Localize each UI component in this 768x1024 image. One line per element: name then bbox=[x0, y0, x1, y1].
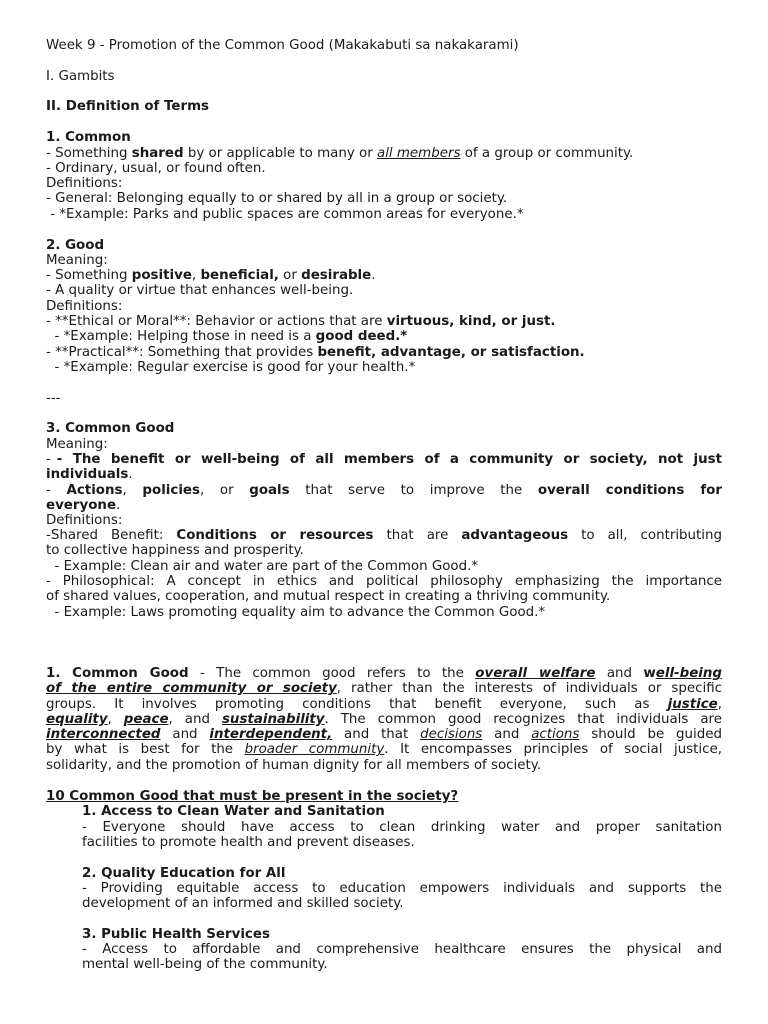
term-common-line-1: - Something shared by or applicable to many or all members of a group or community. bbox=[46, 146, 634, 161]
term-common-good-example-1: - Example: Clean air and water are part of the Common Good.* bbox=[46, 559, 479, 574]
section-definition-heading: II. Definition of Terms bbox=[46, 99, 209, 114]
common-good-paragraph: 1. Common Good - The common good refers to the overall welfare and well-being of the entire community or society, rather than the interests of individuals or specific groups. It involves promoting conditions that benefit everyone, such as justice, equality, peace, and sustainability. The common good recognizes that individuals are interconnected and interdependent, and that decisions and actions should be guided by what is best for the broader community. It encompasses principles of social justice, solidarity, and the promotion of human dignity for all members of society. bbox=[46, 666, 723, 773]
term-common-good-meaning-label: Meaning: bbox=[46, 437, 108, 452]
term-good-example-practical: - *Example: Regular exercise is good for your health.* bbox=[46, 360, 416, 375]
term-good-definitions-label: Definitions: bbox=[46, 299, 123, 314]
term-good-example-ethical: - *Example: Helping those in need is a good deed.* bbox=[46, 329, 408, 344]
list-item-1-body: - Everyone should have access to clean drinking water and proper sanitation facilities to promote health and prevent diseases. bbox=[82, 820, 722, 851]
list-item-1-title: 1. Access to Clean Water and Sanitation bbox=[82, 804, 385, 819]
separator: --- bbox=[46, 391, 61, 406]
term-common-heading: 1. Common bbox=[46, 130, 131, 145]
term-good-line-2: - A quality or virtue that enhances well-being. bbox=[46, 283, 354, 298]
term-good-definition-ethical: - **Ethical or Moral**: Behavior or actions that are virtuous, kind, or just. bbox=[46, 314, 556, 329]
term-common-line-2: - Ordinary, usual, or found often. bbox=[46, 161, 266, 176]
term-common-good-definition-philosophical: - Philosophical: A concept in ethics and political philosophy emphasizing the importance of shared values, cooperation, and mutual respect in creating a thriving community. bbox=[46, 574, 722, 605]
term-common-good-meaning-2: - Actions, policies, or goals that serve to improve the overall conditions for everyone. bbox=[46, 483, 722, 514]
term-common-good-definition-shared: -Shared Benefit: Conditions or resources that are advantageous to all, contributing to collective happiness and prosperity. bbox=[46, 528, 722, 559]
term-good-meaning-label: Meaning: bbox=[46, 253, 108, 268]
term-common-good-heading: 3. Common Good bbox=[46, 421, 175, 436]
term-common-good-example-2: - Example: Laws promoting equality aim to advance the Common Good.* bbox=[46, 605, 546, 620]
document-title: Week 9 - Promotion of the Common Good (Makakabuti sa nakakarami) bbox=[46, 38, 519, 53]
term-good-heading: 2. Good bbox=[46, 238, 105, 253]
list-item-2-body: - Providing equitable access to education empowers individuals and supports the development of an informed and skilled society. bbox=[82, 881, 722, 912]
list-item-2-title: 2. Quality Education for All bbox=[82, 866, 286, 881]
section-gambits-heading: I. Gambits bbox=[46, 69, 115, 84]
list-item-3-title: 3. Public Health Services bbox=[82, 927, 270, 942]
term-common-good-definitions-label: Definitions: bbox=[46, 513, 123, 528]
term-common-definition-general: - General: Belonging equally to or shared by all in a group or society. bbox=[46, 191, 508, 206]
term-common-definitions-label: Definitions: bbox=[46, 176, 123, 191]
common-good-list-heading: 10 Common Good that must be present in the society? bbox=[46, 789, 459, 804]
term-common-good-meaning-1: - - The benefit or well-being of all members of a community or society, not just individuals. bbox=[46, 452, 722, 483]
term-good-definition-practical: - **Practical**: Something that provides benefit, advantage, or satisfaction. bbox=[46, 345, 585, 360]
term-good-line-1: - Something positive, beneficial, or desirable. bbox=[46, 268, 376, 283]
term-common-example: - *Example: Parks and public spaces are common areas for everyone.* bbox=[46, 207, 524, 222]
list-item-3-body: - Access to affordable and comprehensive healthcare ensures the physical and mental well-being of the community. bbox=[82, 942, 722, 973]
